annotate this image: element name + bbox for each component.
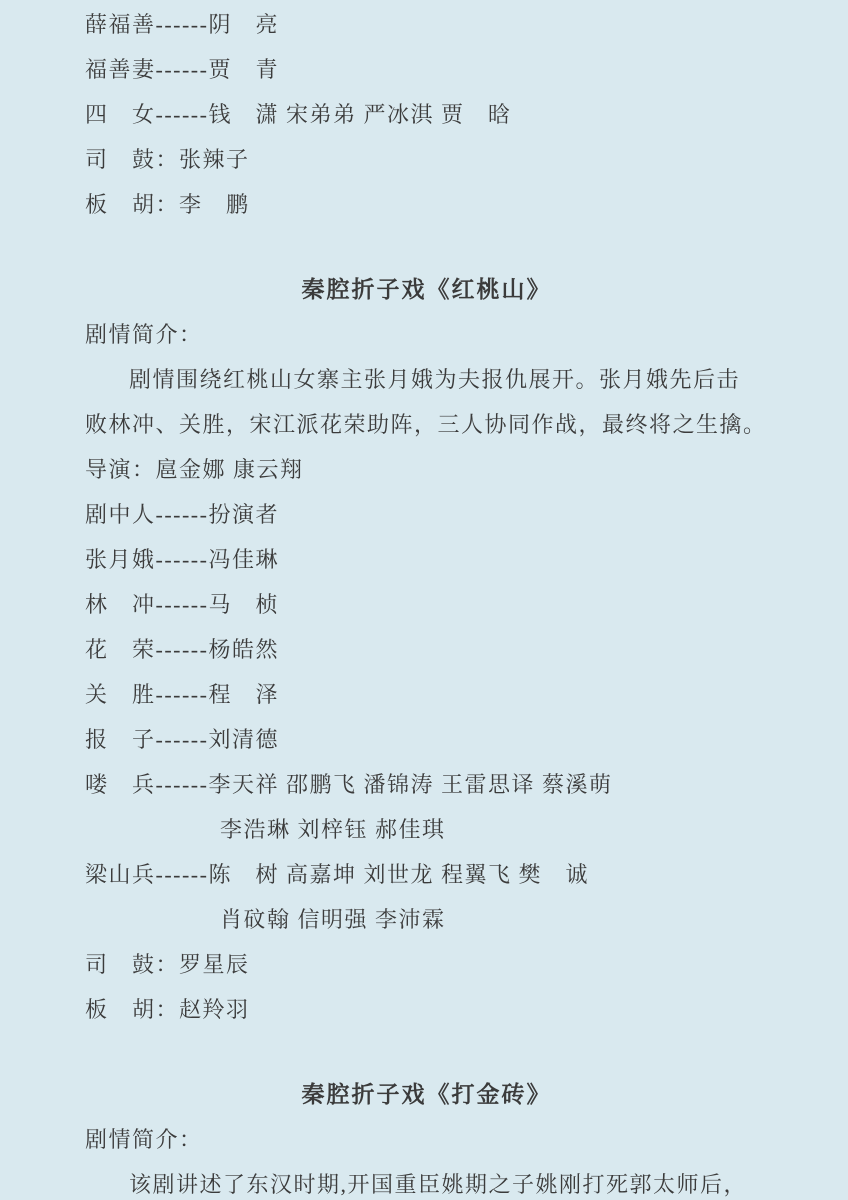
play-title-dajinzhuan: 秦腔折子戏《打金砖》 — [301, 1082, 552, 1107]
play-title-hongtaoshan: 秦腔折子戏《红桃山》 — [301, 277, 552, 302]
crew-line-drummer: 司 鼓：张辣子 — [85, 147, 250, 172]
cast-line-continuation: 李浩琳 刘梓钰 郝佳琪 — [220, 817, 446, 842]
director-line: 导演：扈金娜 康云翔 — [85, 457, 304, 482]
synopsis-text-line-2: 败林冲、关胜，宋江派花荣助阵，三人协同作战，最终将之生擒。 — [85, 412, 767, 437]
cast-line: 薛福善------阴 亮 — [85, 12, 279, 37]
cast-line: 报 子------刘清德 — [85, 727, 279, 752]
cast-line: 喽 兵------李天祥 邵鹏飞 潘锦涛 王雷思译 蔡溪萌 — [85, 772, 613, 797]
crew-line-banhu: 板 胡：李 鹏 — [85, 192, 250, 217]
crew-line-drummer: 司 鼓：罗星辰 — [85, 952, 250, 977]
cast-header-line: 剧中人------扮演者 — [85, 502, 279, 527]
cast-line: 张月娥------冯佳琳 — [85, 547, 279, 572]
cast-line: 四 女------钱 潇 宋弟弟 严冰淇 贾 晗 — [85, 102, 512, 127]
synopsis-label: 剧情简介： — [85, 322, 203, 347]
synopsis-text-line-1: 该剧讲述了东汉时期,开国重臣姚期之子姚刚打死郭太师后， — [129, 1172, 748, 1197]
cast-line: 关 胜------程 泽 — [85, 682, 279, 707]
cast-line: 梁山兵------陈 树 高嘉坤 刘世龙 程翼飞 樊 诚 — [85, 862, 589, 887]
synopsis-label: 剧情简介： — [85, 1127, 203, 1152]
cast-line: 林 冲------马 桢 — [85, 592, 279, 617]
cast-line: 花 荣------杨皓然 — [85, 637, 279, 662]
cast-line: 福善妻------贾 青 — [85, 57, 279, 82]
synopsis-text-line-1: 剧情围绕红桃山女寨主张月娥为夫报仇展开。张月娥先后击 — [129, 367, 741, 392]
cast-line-continuation: 肖砇翰 信明强 李沛霖 — [220, 907, 446, 932]
crew-line-banhu: 板 胡：赵羚羽 — [85, 997, 250, 1022]
